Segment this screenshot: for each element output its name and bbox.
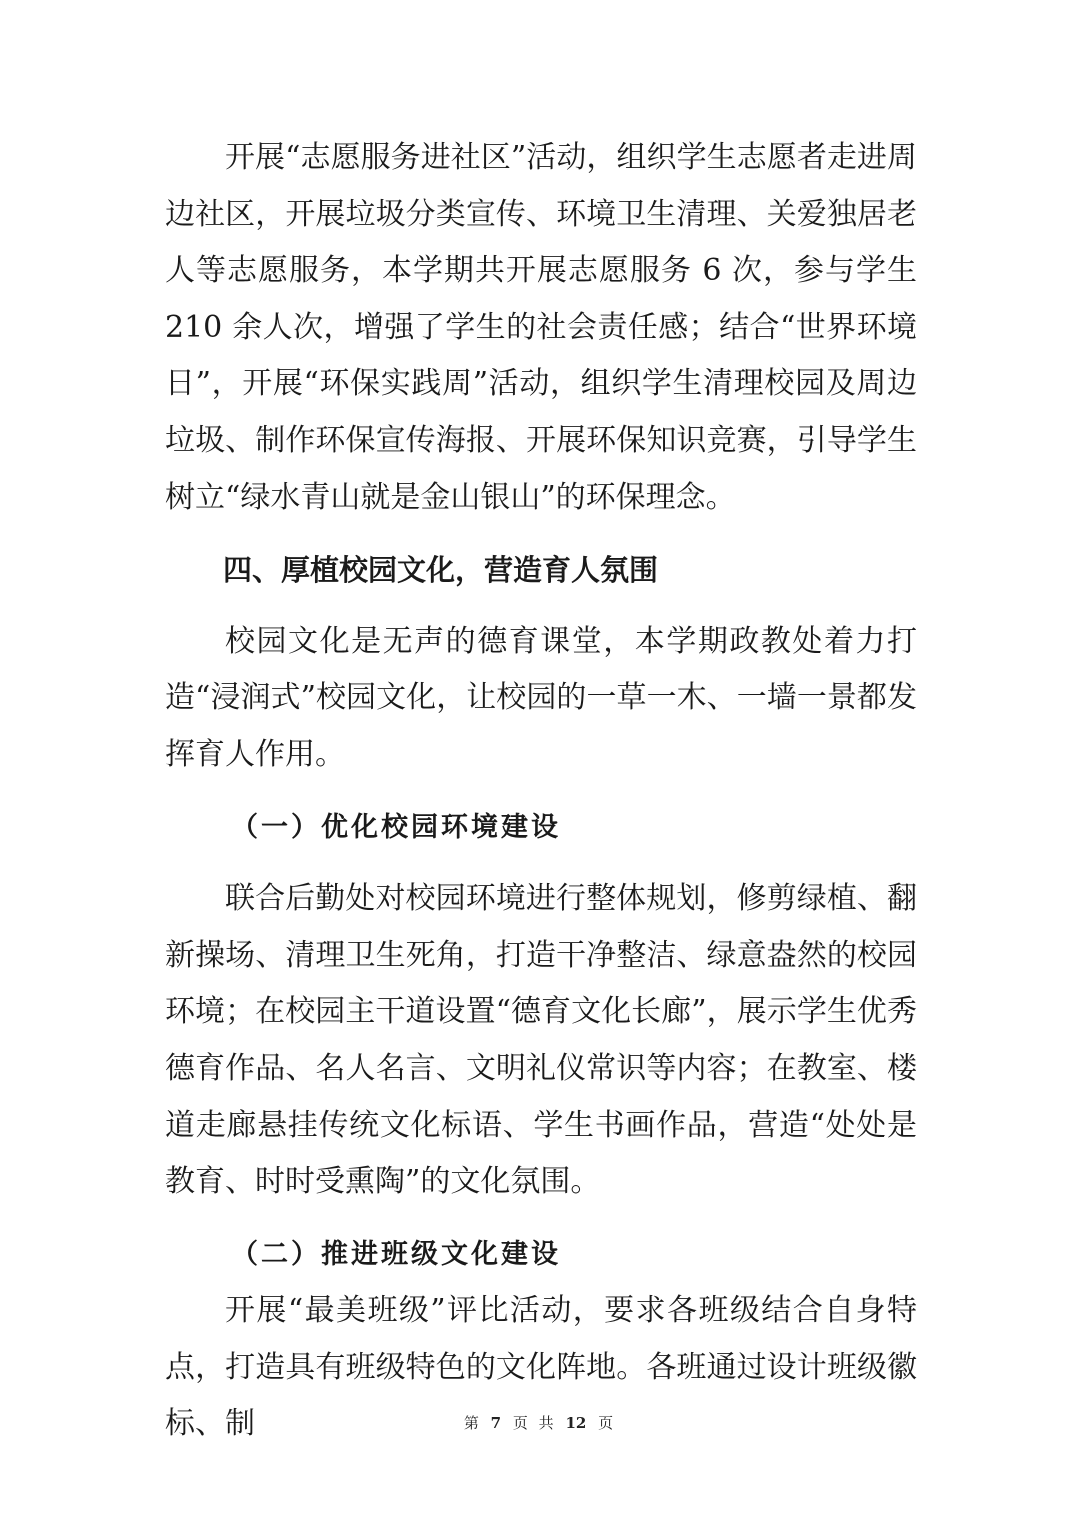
document-body [165,130,917,1453]
total-page-number: 12 [565,1414,587,1432]
page-footer [0,1412,1080,1434]
section-heading-four: 四、厚植校园文化，营造育人氛围 [223,553,659,588]
current-page-number: 7 [490,1414,502,1432]
subheading-campus-environment: （一）优化校园环境建设 [231,811,561,843]
paragraph-campus-culture-intro: 校园文化是无声的德育课堂，本学期政教处着力打造“浸润式”校园文化，让校园的一草一木、一墙一景都发挥育人作用。 [165,623,917,772]
paragraph-class-culture: 开展“最美班级”评比活动，要求各班级结合自身特点，打造具有班级特色的文化阵地。各班通过设计班级徽标、制 [165,1293,917,1442]
footer-prefix: 第 [463,1414,482,1432]
paragraph-volunteer-service: 开展“志愿服务进社区”活动，组织学生志愿者走进周边社区，开展垃圾分类宣传、环境卫生清理、关爱独居老人等志愿服务，本学期共开展志愿服务 6 次，参与学生 210 余人次，增强了学生的社会责任感；结合“世界环境日”，开展“环保实践周”活动，组织学生清理校园及周边垃圾、制作环保宣传海报、开展环保知识竞赛，引导学生树立“绿水青山就是金山银山”的环保理念。 [165,140,917,515]
footer-middle: 页 共 [512,1414,557,1432]
paragraph-campus-environment: 联合后勤处对校园环境进行整体规划，修剪绿植、翻新操场、清理卫生死角，打造干净整洁、绿意盎然的校园环境；在校园主干道设置“德育文化长廊”，展示学生优秀德育作品、名人名言、文明礼仪常识等内容；在教室、楼道走廊悬挂传统文化标语、学生书画作品，营造“处处是教育、时时受熏陶”的文化氛围。 [165,881,917,1200]
subheading-class-culture: （二）推进班级文化建设 [231,1238,561,1270]
footer-suffix: 页 [598,1414,617,1432]
